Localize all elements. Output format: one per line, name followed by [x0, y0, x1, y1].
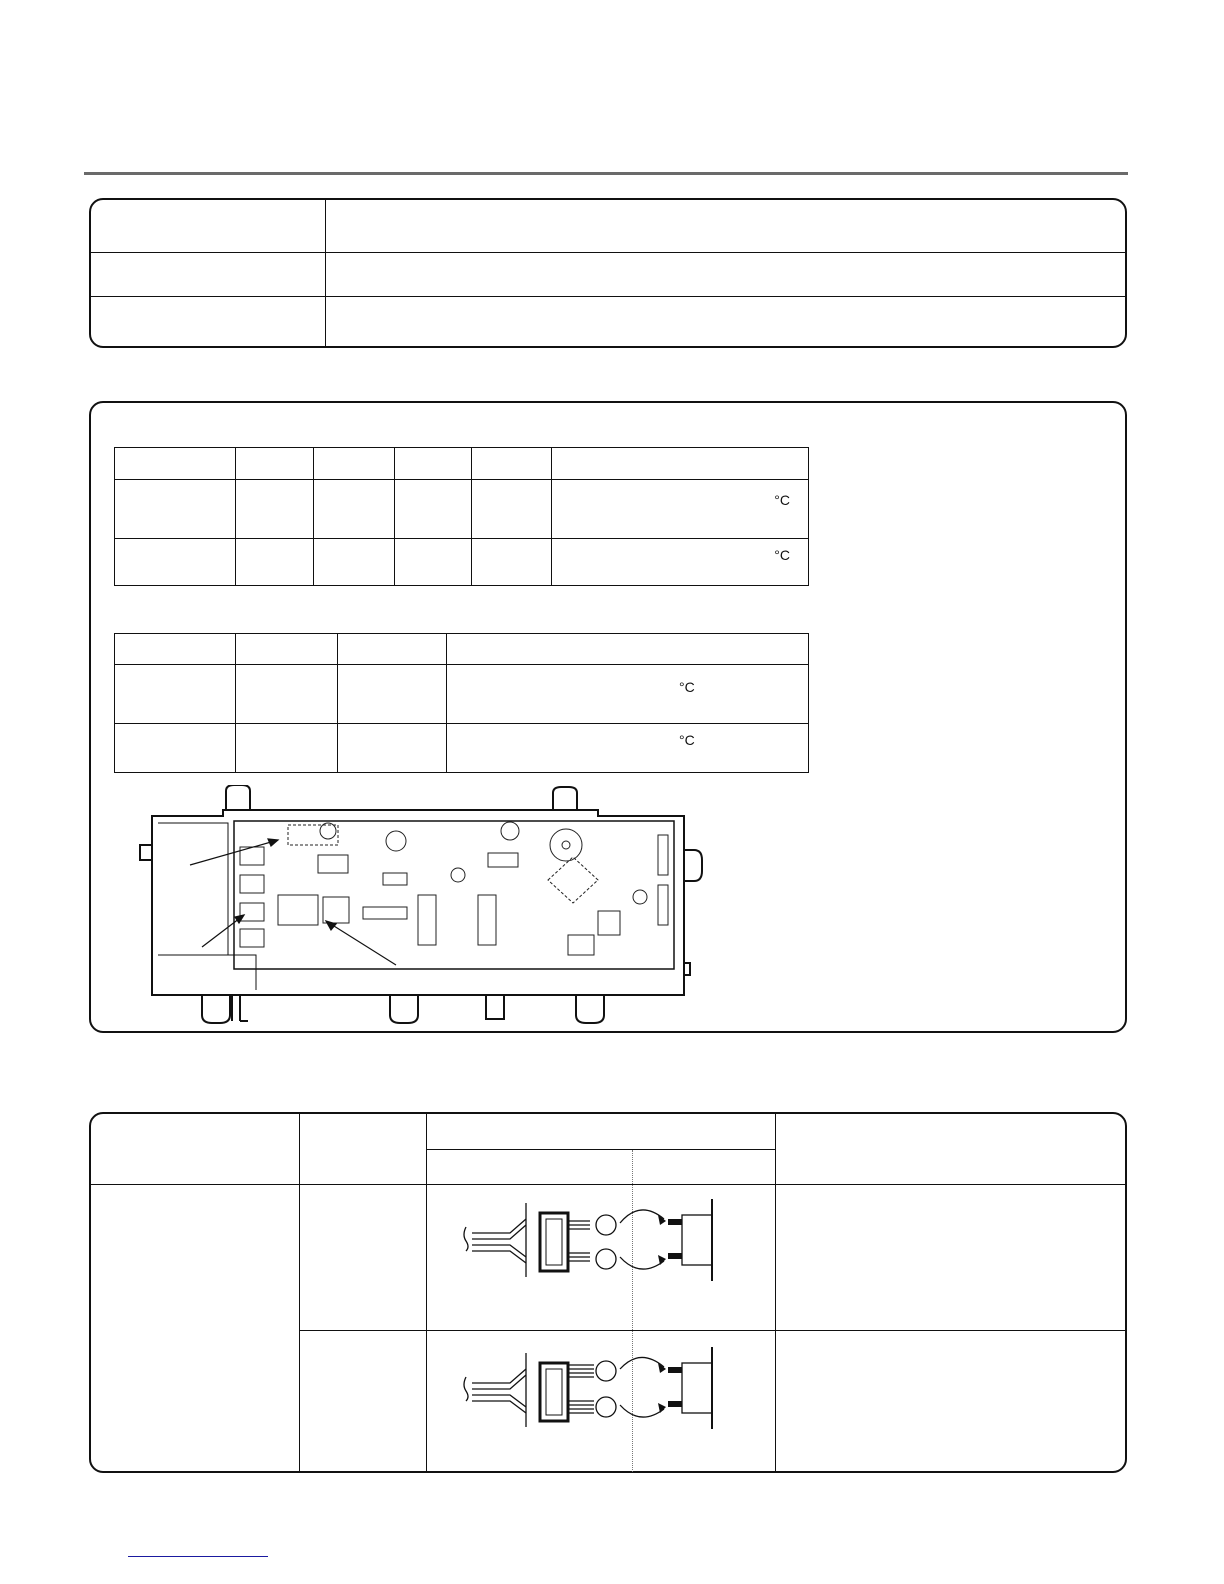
- connector-divider-v1: [299, 1114, 300, 1471]
- sensor-table-1-cell: [115, 480, 236, 539]
- connector-drawing-1: [460, 1195, 720, 1285]
- sensor-table-1-cell: [236, 480, 314, 539]
- sensor-table-2-header-cell: [236, 634, 338, 665]
- sensor-table-2-cell: [236, 665, 338, 724]
- sensor-table-1-header-cell: [552, 448, 809, 480]
- degree-celsius-unit: °C: [679, 732, 695, 748]
- sensor-table-2-cell: [338, 724, 447, 773]
- header-rule: [84, 172, 1128, 175]
- sensor-table-1-cell: [472, 480, 552, 539]
- sensor-table-1-header-cell: [314, 448, 395, 480]
- spec-table-box: [89, 198, 1127, 348]
- sensor-table-1-cell: [395, 480, 472, 539]
- sensor-table-2: [114, 633, 809, 773]
- spec-table-divider-h1: [91, 252, 1125, 253]
- footer-link-underline[interactable]: [128, 1556, 268, 1557]
- degree-celsius-unit: °C: [679, 679, 695, 695]
- sensor-table-1-cell: [395, 539, 472, 586]
- sensor-table-2-cell: [115, 724, 236, 773]
- connector-divider-v3: [775, 1114, 776, 1471]
- spec-table-divider-h2: [91, 296, 1125, 297]
- sensor-table-2-header-cell: [338, 634, 447, 665]
- degree-celsius-unit: °C: [774, 492, 790, 508]
- connector-drawing-2: [460, 1345, 720, 1435]
- sensor-table-1-cell: [115, 539, 236, 586]
- sensor-table-1-cell: [314, 480, 395, 539]
- sensor-table-1-header-cell: [236, 448, 314, 480]
- sensor-table-2-header-cell: [115, 634, 236, 665]
- spec-table-divider-v: [325, 200, 326, 346]
- sensor-table-2-temp-cell: [447, 724, 809, 773]
- sensor-table-1-temp-cell: [552, 480, 809, 539]
- sensor-table-1-cell: [236, 539, 314, 586]
- degree-celsius-unit: °C: [774, 547, 790, 563]
- connector-divider-h-head: [91, 1184, 1125, 1185]
- connector-divider-v2: [426, 1114, 427, 1471]
- connector-divider-h-sub: [426, 1149, 775, 1150]
- sensor-table-1-header-cell: [472, 448, 552, 480]
- sensor-table-2-header-cell: [447, 634, 809, 665]
- sensor-table-2-cell: [115, 665, 236, 724]
- sensor-table-1-cell: [472, 539, 552, 586]
- sensor-table-1-temp-cell: [552, 539, 809, 586]
- connector-divider-h-row: [299, 1330, 1127, 1331]
- sensor-table-1: [114, 447, 809, 586]
- sensor-table-1-cell: [314, 539, 395, 586]
- sensor-table-1-header-cell: [395, 448, 472, 480]
- sensor-table-1-header-cell: [115, 448, 236, 480]
- sensor-table-2-temp-cell: [447, 665, 809, 724]
- sensor-table-2-cell: [338, 665, 447, 724]
- pcb-board-drawing: [128, 785, 708, 1030]
- sensor-table-2-cell: [236, 724, 338, 773]
